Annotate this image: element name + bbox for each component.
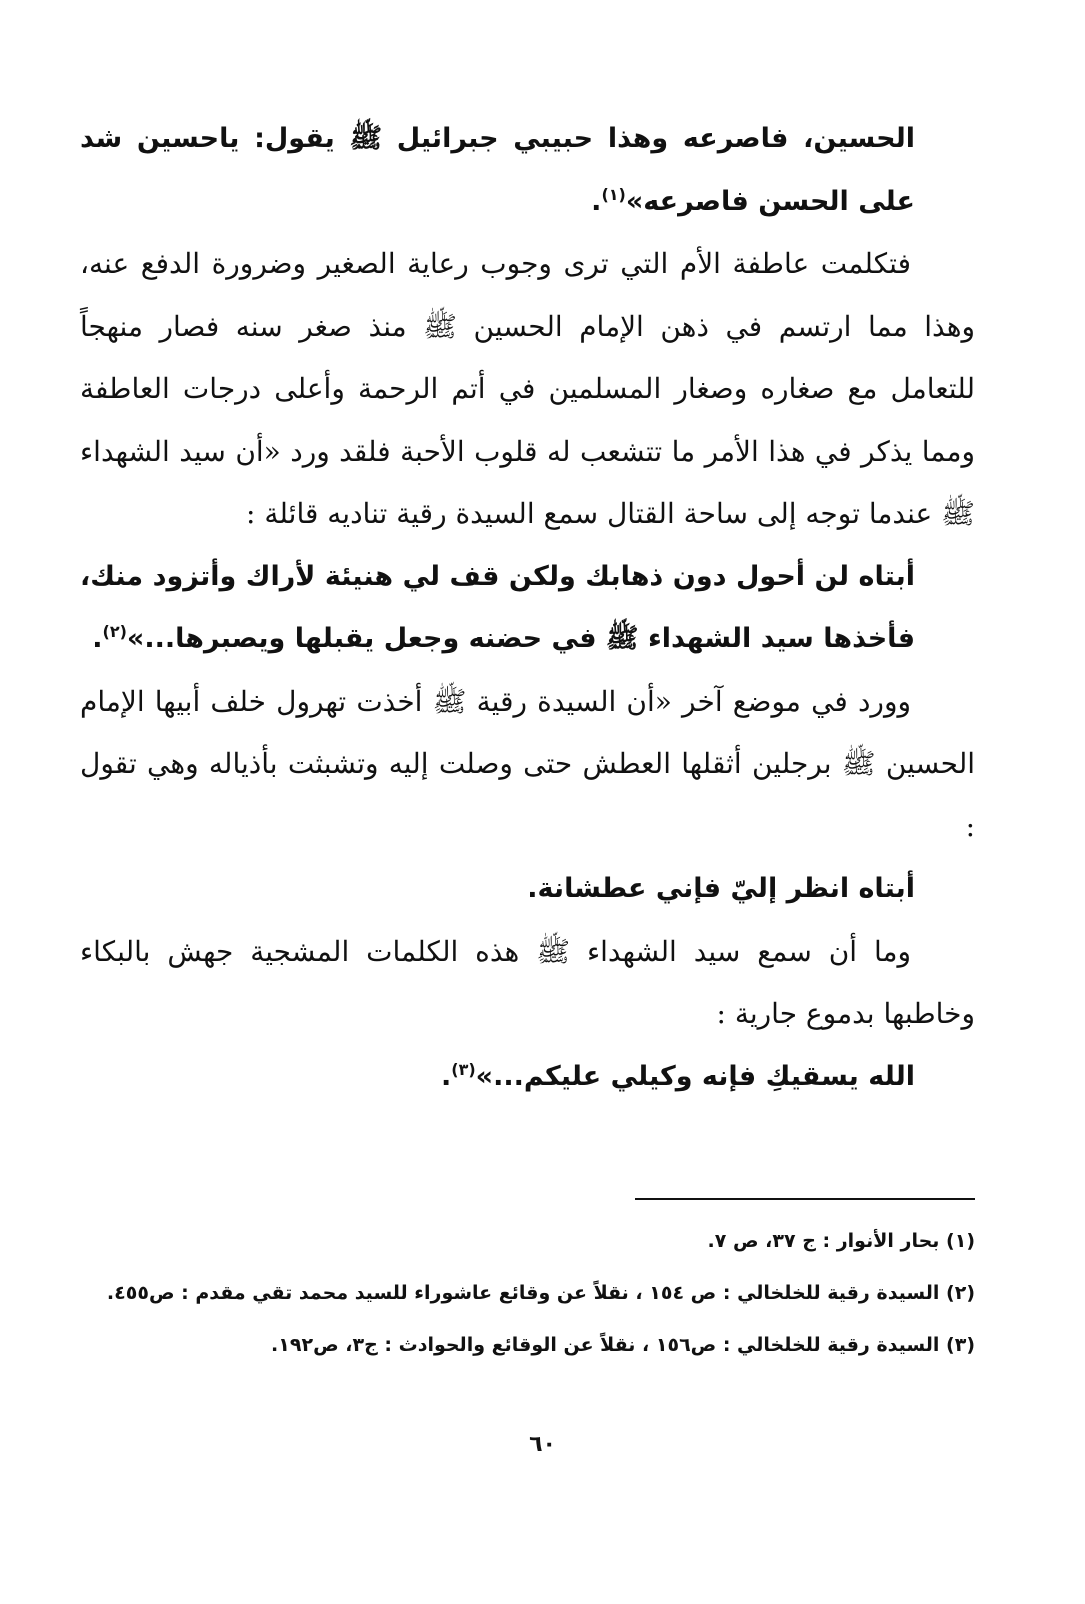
footnote-3: (٣) السيدة رقية للخلخالي : ص١٥٦ ، نقلاً عن الوقائع والحوادث : ج٣، ص١٩٢.: [271, 1334, 975, 1356]
quote-paragraph-1: [80, 108, 915, 233]
footnote-ref-2: (٢): [102, 622, 127, 641]
quote-end-3: .: [92, 623, 103, 654]
quote-paragraph-7: [80, 1046, 915, 1109]
footnote-ref-1: (١): [601, 184, 626, 204]
quote-text-3: أبتاه لن أحول دون ذهابك ولكن قف لي هنيئة لأراك وأتزود منك، فأخذها سيد الشهداء ﷺ في حضنه وجعل يقبلها ويصبرها...»: [80, 560, 915, 654]
paragraph-2: فتكلمت عاطفة الأم التي ترى وجوب رعاية الصغير وضرورة الدفع عنه، وهذا مما ارتسم في ذهن الإمام الحسين ﷺ منذ صغر سنه فصار منهجاً للتعامل مع صغاره وصغار المسلمين في أتم الرحمة وأعلى درجات العاطفة ومما يذكر في هذا الأمر ما تتشعب له قلوب الأحبة فلقد ورد «أن سيد الشهداء ﷺ عندما توجه إلى ساحة القتال سمع السيدة رقية تناديه قائلة :: [80, 247, 975, 530]
footnote-2: (٢) السيدة رقية للخلخالي : ص ١٥٤ ، نقلاً عن وقائع عاشوراء للسيد محمد تقي مقدم : ص٤٥٥.: [106, 1282, 975, 1304]
footnotes: [80, 1215, 975, 1371]
quote-text-7: الله يسقيكِ فإنه وكيلي عليكم...»: [475, 1060, 915, 1092]
quote-end-1: .: [591, 185, 602, 217]
quote-paragraph-3: [80, 546, 915, 671]
paragraph-4: وورد في موضع آخر «أن السيدة رقية ﷺ أخذت تهرول خلف أبيها الإمام الحسين ﷺ برجلين أثقلها العطش حتى وصلت إليه وتشبثت بأذياله وهي تقول :: [80, 684, 975, 843]
footnote-ref-3: (٣): [451, 1059, 476, 1079]
paragraph-6: وما أن سمع سيد الشهداء ﷺ هذه الكلمات المشجية جهش بالبكاء وخاطبها بدموع جارية :: [80, 934, 975, 1030]
quote-end-7: .: [441, 1060, 452, 1092]
footnote-1: (١) بحار الأنوار : ج ٣٧، ص ٧.: [707, 1230, 975, 1252]
quote-text-1: الحسين، فاصرعه وهذا حبيبي جبرائيل ﷺ يقول: ياحسين شد على الحسن فاصرعه»: [80, 123, 915, 217]
footnote-divider: [635, 1198, 975, 1200]
quote-paragraph-5: أبتاه انظر إليّ فإني عطشانة.: [527, 873, 915, 904]
page-number: ٦٠: [529, 1432, 556, 1457]
